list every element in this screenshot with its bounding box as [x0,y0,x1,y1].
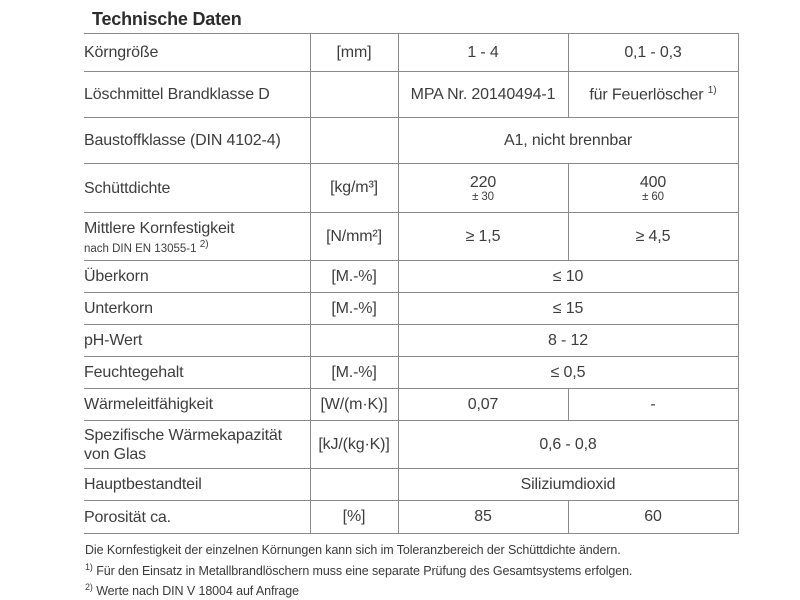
page-title: Technische Daten [92,9,242,29]
row-unit: [mm] [310,34,398,72]
value-text: für Feuerlöscher [589,86,704,104]
row-value-span: 8 - 12 [398,325,738,357]
footnote-marker: 1) [85,561,93,572]
row-value-span: Siliziumdioxid [398,469,738,501]
row-unit: [kJ/(kg·K)] [310,421,398,469]
row-label [84,213,310,261]
footnotes [85,542,632,600]
footnote-ref-2: 2) [199,238,209,250]
table-row-loeschmittel [84,72,738,118]
row-value-1: MPA Nr. 20140494-1 [398,72,568,118]
row-label: Wärmeleitfähigkeit [84,389,310,421]
value-main: 400 [639,173,667,191]
row-unit [310,72,398,118]
row-label: Baustoffklasse (DIN 4102-4) [84,118,310,164]
value-stack [569,174,738,203]
table-row-waermekapazitaet [84,421,738,469]
row-unit [310,469,398,501]
table-row-feuchtegehalt [84,357,738,389]
row-value-2 [568,72,738,118]
value-stack [399,174,568,203]
footnote-text: Die Kornfestigkeit der einzelnen Körnungen kann sich im Toleranzbereich der Schüttdichte ändern. [85,543,621,557]
row-unit: [W/(m·K)] [310,389,398,421]
row-label: Unterkorn [84,293,310,325]
label-subtext [84,239,310,255]
row-label: Körngröße [84,34,310,72]
row-value-2: ≥ 4,5 [568,213,738,261]
row-unit [310,325,398,357]
row-value-2: - [568,389,738,421]
row-value-2 [568,164,738,213]
footnote-2 [85,579,632,600]
row-unit: [M.-%] [310,261,398,293]
row-label: Porosität ca. [84,501,310,534]
row-label: Überkorn [84,261,310,293]
row-label: Hauptbestandteil [84,469,310,501]
table-row-porositaet [84,501,738,534]
row-value-1: ≥ 1,5 [398,213,568,261]
table-row-ueberkorn [84,261,738,293]
table-row-waermeleitfaehigkeit [84,389,738,421]
row-value-span: 0,6 - 0,8 [398,421,738,469]
label-subtext-body: nach DIN EN 13055-1 [84,242,197,255]
value-tolerance: ± 60 [642,190,664,203]
label-main: Mittlere Kornfestigkeit [84,219,235,237]
row-value-1: 1 - 4 [398,34,568,72]
row-label: Spezifische Wärmekapazität von Glas [84,421,310,469]
row-unit: [N/mm²] [310,213,398,261]
row-label: pH-Wert [84,325,310,357]
row-value-2: 0,1 - 0,3 [568,34,738,72]
row-value-span: ≤ 15 [398,293,738,325]
row-value-1: 85 [398,501,568,534]
row-unit: [kg/m³] [310,164,398,213]
row-label: Schüttdichte [84,164,310,213]
table-row-schuettdichte [84,164,738,213]
table-row-unterkorn [84,293,738,325]
row-value-span: ≤ 0,5 [398,357,738,389]
footnote-text: Werte nach DIN V 18004 auf Anfrage [96,584,299,599]
row-value-span: A1, nicht brennbar [398,118,738,164]
row-value-span: ≤ 10 [398,261,738,293]
footnote-1 [85,559,632,580]
row-label: Löschmittel Brandklasse D [84,72,310,118]
footnote-marker: 2) [85,582,93,593]
row-label: Feuchtegehalt [84,357,310,389]
row-value-2: 60 [568,501,738,534]
footnote-ref-1: 1) [707,84,717,96]
technical-data-table [84,33,739,534]
footnote-general [85,542,632,559]
table-row-hauptbestandteil [84,469,738,501]
value-tolerance: ± 30 [472,190,494,203]
table-row-kornfestigkeit [84,213,738,261]
value-main: 220 [469,173,497,191]
row-unit: [%] [310,501,398,534]
row-value-1: 0,07 [398,389,568,421]
table-row-korngroesse [84,34,738,72]
table-row-baustoffklasse [84,118,738,164]
row-value-1 [398,164,568,213]
row-unit: [M.-%] [310,293,398,325]
table-row-ph-wert [84,325,738,357]
footnote-text: Für den Einsatz in Metallbrandlöschern muss eine separate Prüfung des Gesamtsystems erfolgen. [96,563,633,578]
row-unit: [M.-%] [310,357,398,389]
row-unit [310,118,398,164]
